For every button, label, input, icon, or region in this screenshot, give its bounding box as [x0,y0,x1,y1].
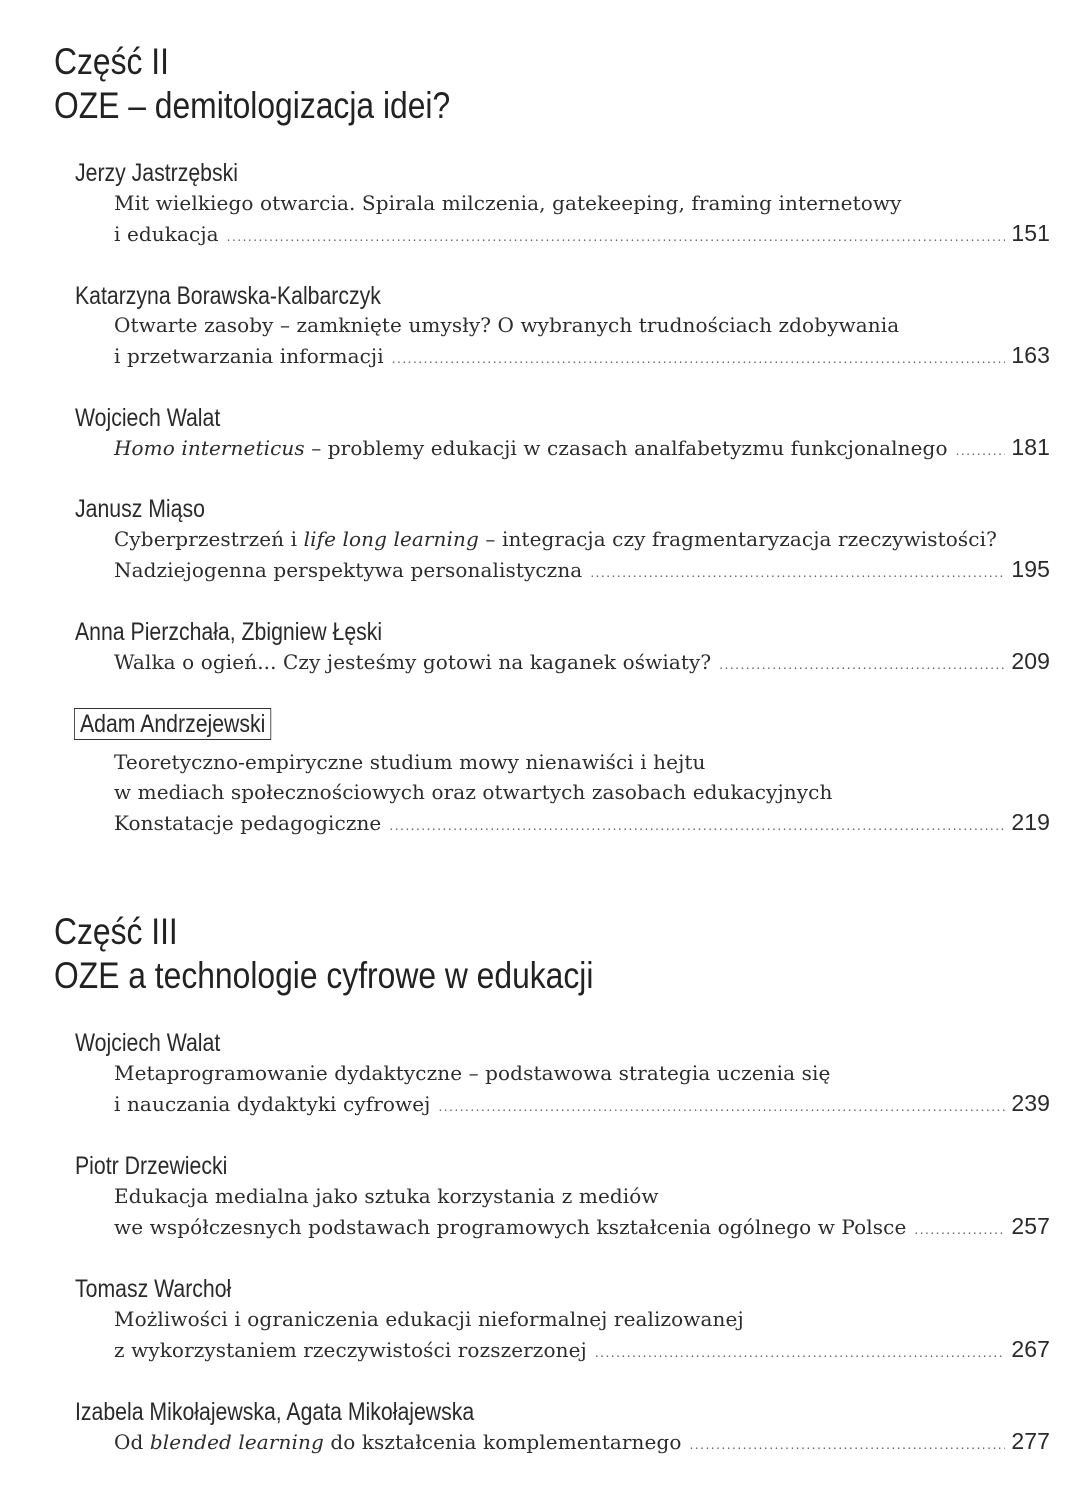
toc-author: Janusz Miąso [75,495,205,523]
toc-author: Wojciech Walat [75,1029,221,1057]
toc-author-highlighted: Adam Andrzejewski [74,708,271,740]
toc-title-line: Nadziejogenna perspektywa personalistyczna [114,558,583,582]
toc-title-line: Edukacja medialna jako sztuka korzystania z mediów [114,1184,659,1208]
toc-author: Tomasz Warchoł [75,1275,232,1303]
toc-author: Piotr Drzewiecki [75,1152,228,1180]
toc-title-line: z wykorzystaniem rzeczywistości rozszerzonej [114,1338,587,1362]
toc-entry-link[interactable] [114,1213,1050,1243]
toc-entry-link[interactable] [114,220,1050,250]
page-number: 267 [1011,1336,1050,1362]
dot-leader [227,224,1006,250]
toc-title-line: Konstatacje pedagogiczne [114,811,382,835]
page-number: 209 [1011,648,1050,674]
toc-title-line: Teoretyczno-empiryczne studium mowy nienawiści i hejtu [114,750,706,774]
dot-leader [389,813,1005,839]
toc-title-line: i edukacja [114,222,219,246]
part-title: OZE – demitologizacja idei? [54,85,451,126]
page-number: 219 [1011,809,1050,835]
page-number: 181 [1011,434,1050,460]
toc-author: Katarzyna Borawska-Kalbarczyk [75,282,381,310]
toc-title-line [114,435,948,461]
page-number: 257 [1011,1213,1050,1239]
toc-title-line: Możliwości i ograniczenia edukacji nieformalnej realizowanej [114,1307,744,1331]
toc-title-line: Otwarte zasoby – zamknięte umysły? O wybranych trudnościach zdobywania [114,313,900,337]
dot-leader [719,652,1005,678]
toc-author: Wojciech Walat [75,404,221,432]
italic-term: Homo interneticus [114,436,305,460]
toc-title-line [114,1429,682,1455]
toc-author: Anna Pierzchała, Zbigniew Łęski [75,618,383,646]
page-number: 163 [1011,342,1050,368]
dot-leader [590,560,1005,586]
dot-leader [392,346,1006,372]
toc-title-line: we współczesnych podstawach programowych kształcenia ogólnego w Polsce [114,1215,907,1239]
toc-entry-link[interactable] [114,342,1050,372]
toc-title-line: i przetwarzania informacji [114,344,384,368]
toc-title-line: Metaprogramowanie dydaktyczne – podstawowa strategia uczenia się [114,1061,831,1085]
page-number: 151 [1011,220,1050,246]
part-heading [54,40,450,128]
toc-entry-link[interactable] [114,556,1050,586]
toc-entry-link[interactable] [114,434,1050,464]
toc-title-line: Mit wielkiego otwarcia. Spirala milczenia, gatekeeping, framing internetowy [114,191,902,215]
title-text: – integracja czy fragmentaryzacja rzeczywistości? [478,527,997,551]
part-title: OZE a technologie cyfrowe w edukacji [54,955,594,996]
title-text: – problemy edukacji w czasach analfabetyzmu funkcjonalnego [304,436,948,460]
toc-entry-link[interactable] [114,1336,1050,1366]
dot-leader [438,1094,1005,1120]
part-label: Część II [54,41,169,82]
toc-title-line [114,526,997,552]
part-label: Część III [54,911,178,952]
page-number: 195 [1011,556,1050,582]
dot-leader [595,1340,1006,1366]
toc-entry-link[interactable] [114,648,1050,678]
toc-author: Izabela Mikołajewska, Agata Mikołajewska [75,1398,475,1426]
toc-title-line: Walka o ogień... Czy jesteśmy gotowi na kaganek oświaty? [114,650,712,674]
italic-term: life long learning [303,527,479,551]
dot-leader [956,438,1006,464]
toc-title-line: w mediach społecznościowych oraz otwartych zasobach edukacyjnych [114,780,833,804]
italic-term: blended learning [149,1430,324,1454]
toc-author: Jerzy Jastrzębski [75,159,238,187]
toc-entry-link[interactable] [114,1090,1050,1120]
toc-entry-link[interactable] [114,1428,1050,1458]
part-heading [54,910,593,998]
dot-leader [914,1217,1005,1243]
toc-title-line: i nauczania dydaktyki cyfrowej [114,1092,431,1116]
page-number: 277 [1011,1428,1050,1454]
toc-entry-link[interactable] [114,809,1050,839]
title-text: Cyberprzestrzeń i [114,527,304,551]
title-text: do kształcenia komplementarnego [323,1430,682,1454]
title-text: Od [114,1430,150,1454]
dot-leader [690,1432,1006,1458]
page-number: 239 [1011,1090,1050,1116]
